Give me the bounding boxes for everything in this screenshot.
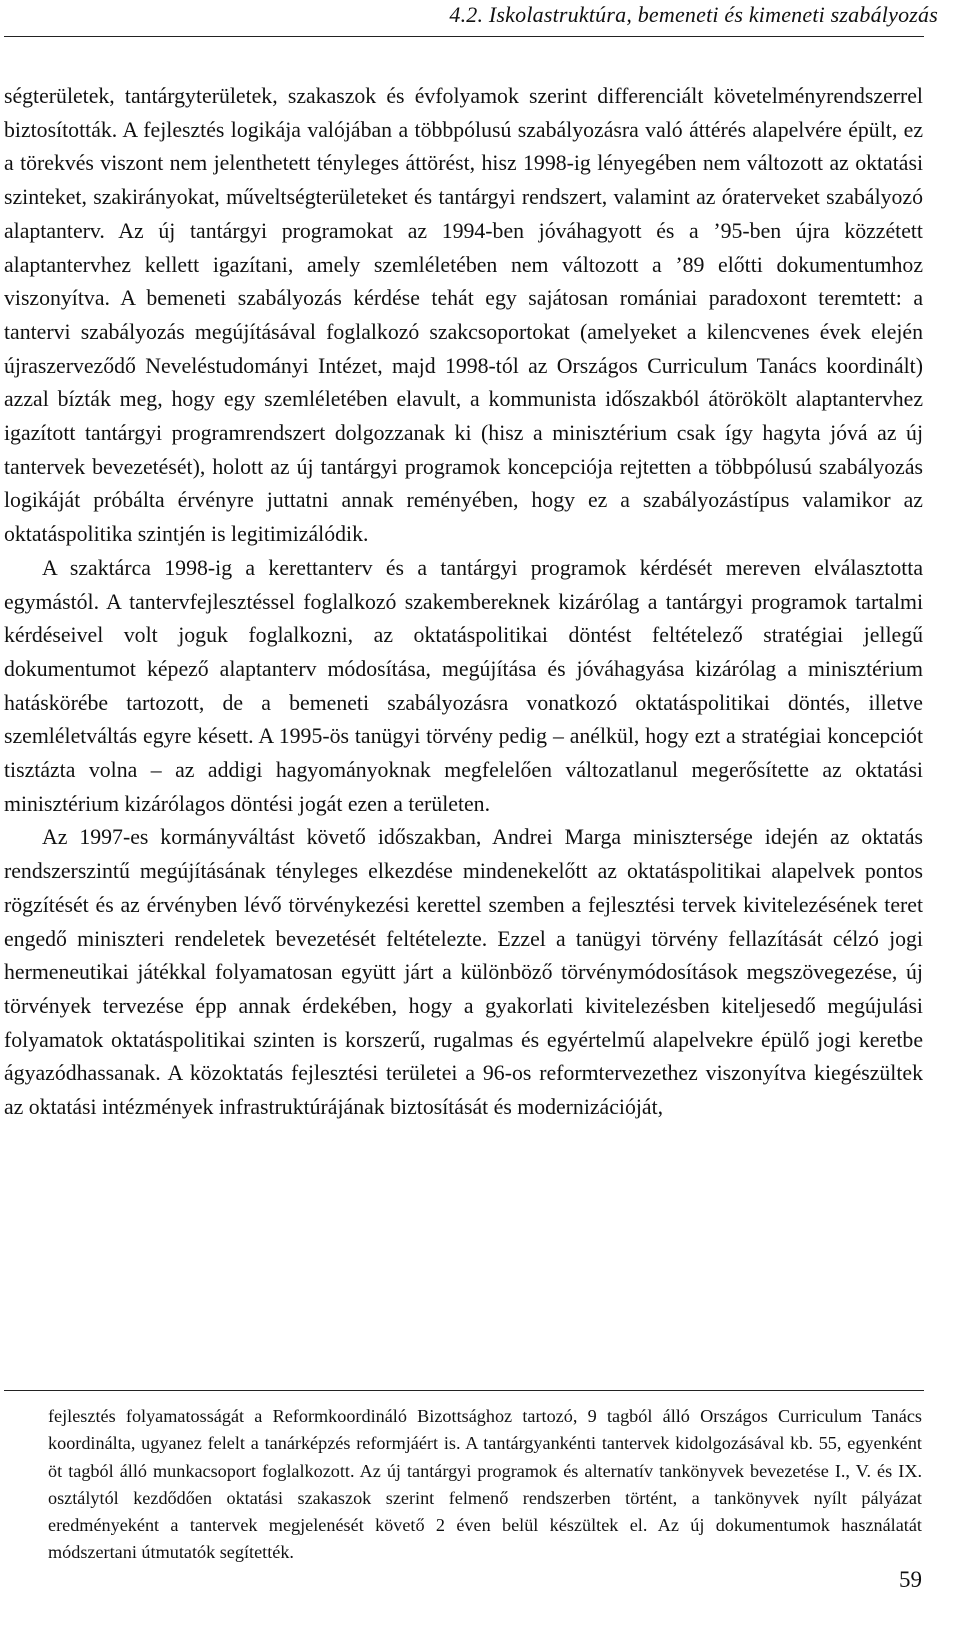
paragraph: Az 1997-es kormányváltást követő időszakban, Andrei Marga minisztersége idején az oktatás rendszerszintű megújításának tényleges elkezdése mindenekelőtt az oktatáspolitikai alapelvek pontos rögzítését és az érvényben lévő törvénykezési kerettel szemben a fejlesztési tervek kivitelezésének teret engedő miniszteri rendeletek bevezetését feltételezte. Ezzel a tanügyi törvény fellazítását célzó jogi hermeneutikai játékkal folyamatosan együtt járt a különböző törvénymódosítások megszövegezése, új törvények tervezése épp annak érdekében, hogy a gyakorlati kivitelezésben kiteljesedő megújulási folyamatok oktatáspolitikai szinten is korszerű, rugalmas és egyértelmű alapelvekre épülő jogi keretbe ágyazódhassanak. A közoktatás fejlesztési területei a 96-os reformtervezethez viszonyítva kiegészültek az oktatási intézmények infrastruktúrájának biztosítását és modernizációját, bbox=[4, 825, 923, 1120]
running-head-title: 4.2. Iskolastruktúra, bemeneti és kimeneti szabályozás bbox=[449, 2, 938, 27]
paragraph: ségterületek, tantárgyterületek, szakaszok és évfolyamok szerint differenciált követelményrendszerrel biztosították. A fejlesztés logikája valójában a többpólusú szabályozásra való áttérés alapelvére épült, ez a törekvés viszont nem jelenthetett tényleges áttörést, hisz 1998-ig lényegében nem változott az oktatási szinteket, szakirányokat, műveltségterületeket és tantárgyi rendszert, valamint az óraterveket szabályozó alaptanterv. Az új tantárgyi programokat az 1994-ben jóváhagyott és a ’95-ben újra közzétett alaptantervhez kellett igazítani, amely szemléletében nem változott a ’89 előtti dokumentumhoz viszonyítva. A bemeneti szabályozás kérdése tehát egy sajátosan romániai paradoxont teremtett: a tantervi szabályozás megújításával foglalkozó szakcsoportokat (amelyeket a kilencvenes évek elején újraszerveződő Neveléstudományi Intézet, majd 1998-tól az Országos Curriculum Tanács koordinált) azzal bízták meg, hogy egy szemléletében elavult, a kommunista időszakból átörökölt alaptantervhez igazított tantárgyi programrendszert dolgozzanak ki (hisz a minisztérium csak így hagyta jóvá az új tantervek bevezetését), holott az új tantárgyi programok koncepciója rejtetten a többpólusú szabályozás logikáját próbálta érvényre juttatni annak reményében, hogy ez a szabályozástípus valamikor az oktatáspolitika szintjén is legitimizálódik. bbox=[4, 84, 923, 547]
page-number: 59 bbox=[899, 1567, 922, 1592]
footnote-text: fejlesztés folyamatosságát a Reformkoordináló Bizottsághoz tartozó, 9 tagból álló Országos Curriculum Tanács koordinálta, ugyanez felelt a tanárképzés reformjáért is. A tantárgyankénti tantervek kidolgozásával kb. 55, egyenként öt tagból álló munkacsoport foglalkozott. Az új tantárgyi programok és alternatív tankönyvek bevezetése I., V. és IX. osztálytól kezdődően oktatási szakaszok szerint felmenő rendszerben történt, a tankönyvek nyílt pályázat eredményeként a tantervek megjelenését követő 2 éven belül készültek el. Az új dokumentumok használatát módszertani útmutatók segítették. bbox=[48, 1406, 922, 1563]
header-rule bbox=[4, 36, 924, 37]
footnote-rule bbox=[4, 1390, 924, 1391]
paragraph: A szaktárca 1998-ig a kerettanterv és a tantárgyi programok kérdését mereven elválasztotta egymástól. A tantervfejlesztéssel foglalkozó szakembereknek kizárólag a tantárgyi programok tartalmi kérdéseivel volt joguk foglalkozni, az oktatáspolitikai döntést feltételező stratégiai jellegű dokumentumot képező alaptanterv módosítása, megújítása és jóváhagyása kizárólag a minisztérium hatáskörébe tartozott, de a bemeneti szabályozásra vonatkozó oktatáspolitikai döntés, illetve szemléletváltás egyre késett. A 1995-ös tanügyi törvény pedig – anélkül, hogy ezt a stratégiai koncepciót tisztázta volna – az addigi hagyományoknak megfelelően változatlanul megerősítette az oktatási minisztérium kizárólagos döntési jogát ezen a területen. bbox=[4, 555, 923, 816]
main-text bbox=[4, 80, 923, 1125]
